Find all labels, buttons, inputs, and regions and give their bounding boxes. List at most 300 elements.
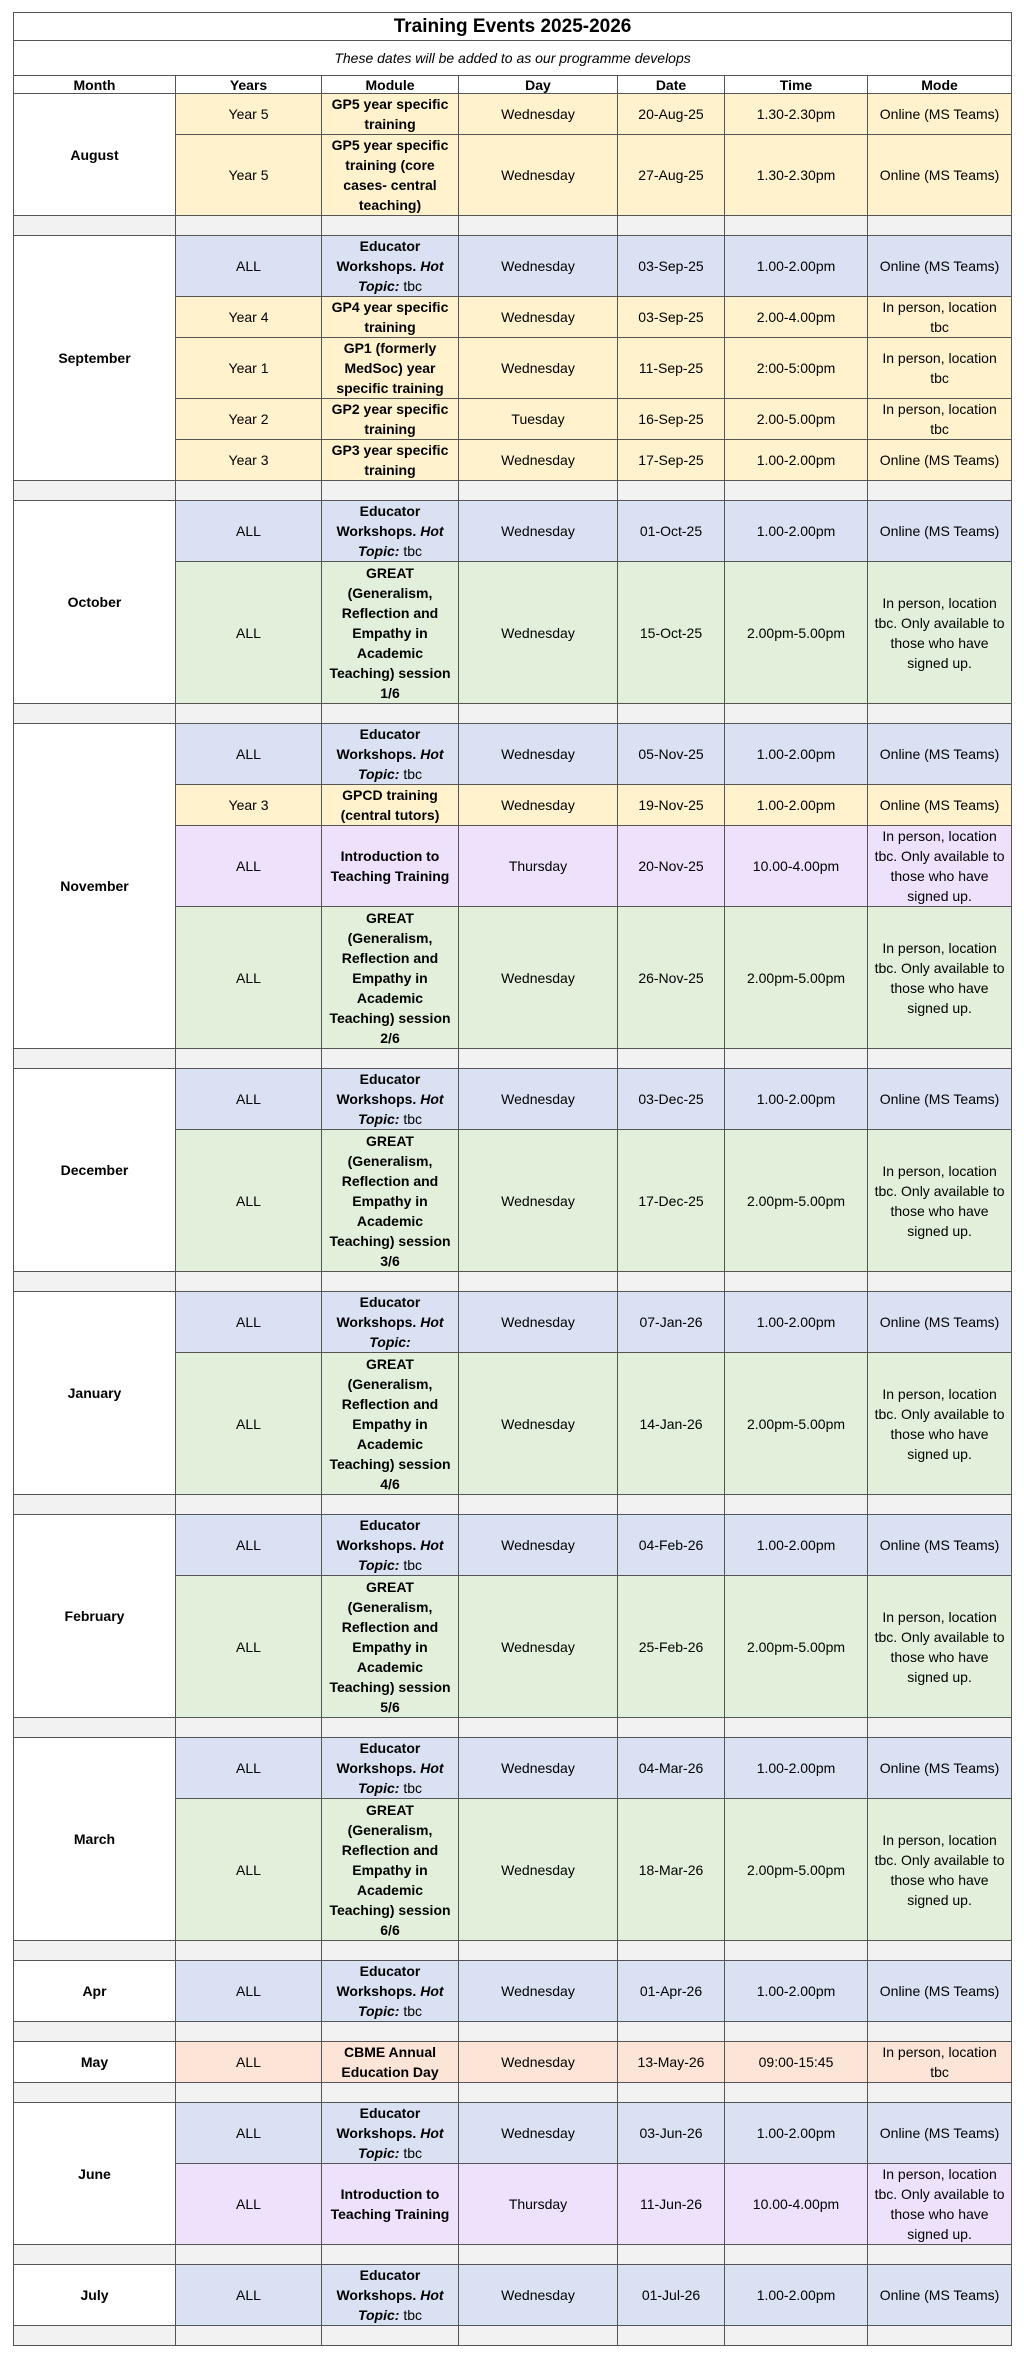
spacer-row — [14, 481, 1012, 501]
years-cell: ALL — [176, 724, 322, 785]
module-cell — [322, 1292, 459, 1353]
mode-cell: Online (MS Teams) — [868, 1961, 1012, 2022]
module-cell — [322, 338, 459, 399]
years-cell: ALL — [176, 501, 322, 562]
years-cell: ALL — [176, 2042, 322, 2083]
time-cell: 1.00-2.00pm — [725, 724, 868, 785]
module-label: GREAT (Generalism, Reflection and Empathy in Academic Teaching) session 3/6 — [329, 1132, 451, 1269]
mode-cell: Online (MS Teams) — [868, 724, 1012, 785]
spacer-cell — [618, 2083, 725, 2103]
mode-cell: Online (MS Teams) — [868, 785, 1012, 826]
day-cell: Wednesday — [459, 1738, 618, 1799]
spacer-cell — [868, 1718, 1012, 1738]
years-cell: ALL — [176, 562, 322, 704]
spacer-cell — [14, 1718, 176, 1738]
years-cell: ALL — [176, 1069, 322, 1130]
spacer-cell — [176, 1049, 322, 1069]
module-cell — [322, 1576, 459, 1718]
date-cell: 03-Dec-25 — [618, 1069, 725, 1130]
day-cell: Wednesday — [459, 236, 618, 297]
module-cell — [322, 135, 459, 216]
mode-cell: Online (MS Teams) — [868, 2265, 1012, 2326]
spacer-cell — [459, 704, 618, 724]
month-cell: June — [14, 2103, 176, 2245]
time-cell: 2.00-5.00pm — [725, 399, 868, 440]
time-cell: 10.00-4.00pm — [725, 2164, 868, 2245]
spacer-cell — [725, 1495, 868, 1515]
spacer-row — [14, 216, 1012, 236]
spacer-cell — [459, 1718, 618, 1738]
module-label: GP3 year specific training — [331, 442, 449, 478]
spacer-cell — [176, 1941, 322, 1961]
module-cell — [322, 785, 459, 826]
spacer-row — [14, 2083, 1012, 2103]
mode-cell: Online (MS Teams) — [868, 2103, 1012, 2164]
day-cell: Wednesday — [459, 562, 618, 704]
module-label: Educator Workshops. — [336, 1740, 421, 1776]
module-cell — [322, 1130, 459, 1272]
spacer-cell — [14, 2083, 176, 2103]
years-cell: ALL — [176, 1576, 322, 1718]
years-cell: ALL — [176, 2103, 322, 2164]
hot-topic-value: tbc — [403, 1557, 423, 1573]
day-cell: Wednesday — [459, 1799, 618, 1941]
module-cell — [322, 297, 459, 338]
date-cell: 27-Aug-25 — [618, 135, 725, 216]
spacer-cell — [14, 2245, 176, 2265]
day-cell: Wednesday — [459, 338, 618, 399]
mode-cell: Online (MS Teams) — [868, 94, 1012, 135]
time-cell: 2.00pm-5.00pm — [725, 1576, 868, 1718]
spacer-row — [14, 1941, 1012, 1961]
spacer-cell — [868, 216, 1012, 236]
years-cell: Year 2 — [176, 399, 322, 440]
table-row — [14, 2042, 1012, 2083]
years-cell: Year 3 — [176, 785, 322, 826]
time-cell: 1.00-2.00pm — [725, 1069, 868, 1130]
day-cell: Wednesday — [459, 2103, 618, 2164]
module-cell — [322, 826, 459, 907]
hot-topic-value: tbc — [403, 2003, 423, 2019]
date-cell: 01-Oct-25 — [618, 501, 725, 562]
module-cell — [322, 236, 459, 297]
years-cell: ALL — [176, 1738, 322, 1799]
time-cell: 1.30-2.30pm — [725, 135, 868, 216]
years-cell: ALL — [176, 1292, 322, 1353]
module-label: GREAT (Generalism, Reflection and Empathy in Academic Teaching) session 4/6 — [329, 1355, 451, 1492]
spacer-cell — [459, 216, 618, 236]
spacer-cell — [618, 2022, 725, 2042]
module-cell — [322, 1799, 459, 1941]
spacer-cell — [176, 216, 322, 236]
hot-topic-label: Hot Topic: — [357, 1760, 444, 1796]
module-cell — [322, 2265, 459, 2326]
date-cell: 04-Mar-26 — [618, 1738, 725, 1799]
month-cell: Apr — [14, 1961, 176, 2022]
hot-topic-value: tbc — [403, 2145, 423, 2161]
time-cell: 2.00pm-5.00pm — [725, 562, 868, 704]
spacer-cell — [176, 2245, 322, 2265]
hot-topic-label: Hot Topic: — [357, 2287, 444, 2323]
years-cell: ALL — [176, 2164, 322, 2245]
spacer-cell — [868, 1941, 1012, 1961]
spacer-cell — [14, 2022, 176, 2042]
spacer-cell — [322, 2022, 459, 2042]
spacer-cell — [322, 1495, 459, 1515]
years-cell: ALL — [176, 1130, 322, 1272]
years-cell: ALL — [176, 907, 322, 1049]
module-cell — [322, 399, 459, 440]
mode-cell: In person, location tbc. Only available to those who have signed up. — [868, 1799, 1012, 1941]
day-cell: Thursday — [459, 2164, 618, 2245]
date-cell: 04-Feb-26 — [618, 1515, 725, 1576]
spacer-cell — [725, 2083, 868, 2103]
day-cell: Wednesday — [459, 501, 618, 562]
module-cell — [322, 1069, 459, 1130]
hot-topic-value: tbc — [403, 2307, 423, 2323]
years-cell: ALL — [176, 1353, 322, 1495]
training-events-table-wrapper — [13, 12, 1011, 2346]
hot-topic-value: tbc — [403, 766, 423, 782]
spacer-cell — [176, 1495, 322, 1515]
time-cell: 2:00-5:00pm — [725, 338, 868, 399]
spacer-row — [14, 1272, 1012, 1292]
time-cell: 2.00-4.00pm — [725, 297, 868, 338]
module-label: Educator Workshops. — [336, 1071, 421, 1107]
spacer-cell — [14, 216, 176, 236]
years-cell: ALL — [176, 2265, 322, 2326]
years-cell: Year 4 — [176, 297, 322, 338]
years-cell: ALL — [176, 1799, 322, 1941]
header-row — [14, 76, 1012, 94]
spacer-cell — [176, 2326, 322, 2346]
date-cell: 19-Nov-25 — [618, 785, 725, 826]
date-cell: 03-Sep-25 — [618, 297, 725, 338]
module-label: GP2 year specific training — [331, 401, 449, 437]
day-cell: Wednesday — [459, 1069, 618, 1130]
mode-cell: In person, location tbc — [868, 2042, 1012, 2083]
module-label: Introduction to Teaching Training — [330, 2186, 450, 2222]
spacer-cell — [176, 481, 322, 501]
spacer-cell — [176, 2022, 322, 2042]
date-cell: 15-Oct-25 — [618, 562, 725, 704]
years-cell: Year 1 — [176, 338, 322, 399]
module-label: Educator Workshops. — [336, 1963, 421, 1999]
spacer-cell — [459, 1941, 618, 1961]
module-cell — [322, 94, 459, 135]
table-row — [14, 236, 1012, 297]
time-cell: 2.00pm-5.00pm — [725, 1799, 868, 1941]
spacer-row — [14, 1718, 1012, 1738]
time-cell: 1.30-2.30pm — [725, 94, 868, 135]
hot-topic-value: tbc — [403, 278, 423, 294]
spacer-cell — [322, 1272, 459, 1292]
day-cell: Wednesday — [459, 1576, 618, 1718]
spacer-cell — [14, 481, 176, 501]
spacer-cell — [725, 216, 868, 236]
hot-topic-label: Hot Topic: — [369, 1314, 444, 1350]
time-cell: 1.00-2.00pm — [725, 440, 868, 481]
spacer-cell — [322, 2245, 459, 2265]
spacer-cell — [459, 481, 618, 501]
hot-topic-label: Hot Topic: — [357, 2125, 444, 2161]
spacer-cell — [725, 1049, 868, 1069]
table-row — [14, 94, 1012, 135]
day-cell: Wednesday — [459, 2265, 618, 2326]
day-cell: Wednesday — [459, 1353, 618, 1495]
spacer-cell — [868, 1049, 1012, 1069]
spacer-cell — [459, 2326, 618, 2346]
spacer-cell — [322, 2083, 459, 2103]
hot-topic-label: Hot Topic: — [357, 258, 444, 294]
month-cell: July — [14, 2265, 176, 2326]
mode-cell: Online (MS Teams) — [868, 1069, 1012, 1130]
mode-cell: Online (MS Teams) — [868, 1292, 1012, 1353]
spacer-row — [14, 1495, 1012, 1515]
years-cell: Year 3 — [176, 440, 322, 481]
mode-cell: Online (MS Teams) — [868, 236, 1012, 297]
date-cell: 05-Nov-25 — [618, 724, 725, 785]
years-cell: Year 5 — [176, 94, 322, 135]
module-label: Educator Workshops. — [336, 2105, 421, 2141]
years-cell: ALL — [176, 1961, 322, 2022]
date-cell: 17-Dec-25 — [618, 1130, 725, 1272]
module-label: CBME Annual Education Day — [341, 2044, 439, 2080]
table-row — [14, 2103, 1012, 2164]
spacer-cell — [459, 1495, 618, 1515]
date-cell: 25-Feb-26 — [618, 1576, 725, 1718]
time-cell: 2.00pm-5.00pm — [725, 1130, 868, 1272]
module-label: Educator Workshops. — [336, 238, 421, 274]
module-label: GREAT (Generalism, Reflection and Empathy in Academic Teaching) session 5/6 — [329, 1578, 451, 1715]
module-cell — [322, 1961, 459, 2022]
spacer-cell — [618, 1941, 725, 1961]
date-cell: 01-Apr-26 — [618, 1961, 725, 2022]
module-label: GP1 (formerly MedSoc) year specific training — [336, 340, 444, 396]
spacer-cell — [725, 2326, 868, 2346]
spacer-cell — [322, 216, 459, 236]
hot-topic-value: tbc — [403, 1111, 423, 1127]
spacer-row — [14, 2022, 1012, 2042]
date-cell: 16-Sep-25 — [618, 399, 725, 440]
module-label: Educator Workshops. — [336, 503, 421, 539]
hot-topic-label: Hot Topic: — [357, 1091, 444, 1127]
day-cell: Wednesday — [459, 94, 618, 135]
spacer-cell — [618, 481, 725, 501]
spacer-cell — [459, 2083, 618, 2103]
time-cell: 2.00pm-5.00pm — [725, 907, 868, 1049]
spacer-cell — [459, 2022, 618, 2042]
date-cell: 03-Sep-25 — [618, 236, 725, 297]
date-cell: 01-Jul-26 — [618, 2265, 725, 2326]
spacer-cell — [176, 1272, 322, 1292]
spacer-cell — [725, 2245, 868, 2265]
month-cell: January — [14, 1292, 176, 1495]
spacer-cell — [322, 704, 459, 724]
time-cell: 1.00-2.00pm — [725, 2103, 868, 2164]
module-cell — [322, 2164, 459, 2245]
spacer-cell — [14, 1049, 176, 1069]
header-mode: Mode — [868, 76, 1012, 94]
module-label: Educator Workshops. — [336, 1294, 421, 1330]
spacer-cell — [618, 704, 725, 724]
module-label: GP5 year specific training (core cases- central teaching) — [331, 137, 449, 213]
hot-topic-label: Hot Topic: — [357, 1983, 444, 2019]
module-label: GREAT (Generalism, Reflection and Empathy in Academic Teaching) session 2/6 — [329, 909, 451, 1046]
hot-topic-value: tbc — [403, 1780, 423, 1796]
day-cell: Wednesday — [459, 297, 618, 338]
date-cell: 26-Nov-25 — [618, 907, 725, 1049]
years-cell: ALL — [176, 1515, 322, 1576]
module-cell — [322, 562, 459, 704]
spacer-cell — [868, 704, 1012, 724]
header-module: Module — [322, 76, 459, 94]
spacer-cell — [618, 1049, 725, 1069]
time-cell: 1.00-2.00pm — [725, 1961, 868, 2022]
spacer-cell — [322, 1941, 459, 1961]
time-cell: 1.00-2.00pm — [725, 1292, 868, 1353]
time-cell: 1.00-2.00pm — [725, 1515, 868, 1576]
header-years: Years — [176, 76, 322, 94]
mode-cell: Online (MS Teams) — [868, 1738, 1012, 1799]
month-cell: September — [14, 236, 176, 481]
spacer-cell — [14, 704, 176, 724]
module-label: GREAT (Generalism, Reflection and Empathy in Academic Teaching) session 1/6 — [329, 564, 451, 701]
spacer-cell — [618, 2245, 725, 2265]
spacer-cell — [868, 1495, 1012, 1515]
module-cell — [322, 440, 459, 481]
table-subtitle: These dates will be added to as our programme develops — [14, 41, 1012, 76]
module-label: GP4 year specific training — [331, 299, 449, 335]
hot-topic-label: Hot Topic: — [357, 746, 444, 782]
mode-cell: In person, location tbc — [868, 297, 1012, 338]
training-events-table — [13, 12, 1012, 2346]
time-cell: 1.00-2.00pm — [725, 501, 868, 562]
spacer-cell — [322, 2326, 459, 2346]
mode-cell: In person, location tbc. Only available to those who have signed up. — [868, 1130, 1012, 1272]
module-cell — [322, 1738, 459, 1799]
day-cell: Tuesday — [459, 399, 618, 440]
hot-topic-value: tbc — [403, 543, 423, 559]
time-cell: 10.00-4.00pm — [725, 826, 868, 907]
spacer-cell — [725, 1272, 868, 1292]
header-date: Date — [618, 76, 725, 94]
spacer-cell — [618, 1718, 725, 1738]
spacer-cell — [322, 1718, 459, 1738]
table-row — [14, 1961, 1012, 2022]
mode-cell: In person, location tbc. Only available to those who have signed up. — [868, 2164, 1012, 2245]
spacer-cell — [868, 2245, 1012, 2265]
time-cell: 1.00-2.00pm — [725, 785, 868, 826]
spacer-row — [14, 2245, 1012, 2265]
day-cell: Wednesday — [459, 2042, 618, 2083]
module-label: Educator Workshops. — [336, 2267, 421, 2303]
spacer-cell — [322, 481, 459, 501]
spacer-cell — [459, 1272, 618, 1292]
table-row — [14, 1069, 1012, 1130]
spacer-cell — [868, 481, 1012, 501]
module-cell — [322, 907, 459, 1049]
date-cell: 17-Sep-25 — [618, 440, 725, 481]
day-cell: Wednesday — [459, 1130, 618, 1272]
module-label: GP5 year specific training — [331, 96, 449, 132]
table-row — [14, 1292, 1012, 1353]
spacer-cell — [725, 704, 868, 724]
spacer-cell — [725, 2022, 868, 2042]
spacer-cell — [618, 216, 725, 236]
module-cell — [322, 1515, 459, 1576]
header-day: Day — [459, 76, 618, 94]
mode-cell: In person, location tbc. Only available to those who have signed up. — [868, 562, 1012, 704]
mode-cell: In person, location tbc. Only available to those who have signed up. — [868, 907, 1012, 1049]
years-cell: Year 5 — [176, 135, 322, 216]
date-cell: 20-Nov-25 — [618, 826, 725, 907]
month-cell: May — [14, 2042, 176, 2083]
mode-cell: In person, location tbc. Only available to those who have signed up. — [868, 826, 1012, 907]
spacer-cell — [868, 1272, 1012, 1292]
table-row — [14, 1738, 1012, 1799]
spacer-cell — [14, 1495, 176, 1515]
mode-cell: In person, location tbc — [868, 338, 1012, 399]
spacer-cell — [868, 2326, 1012, 2346]
month-cell: August — [14, 94, 176, 216]
spacer-cell — [725, 1941, 868, 1961]
day-cell: Wednesday — [459, 724, 618, 785]
day-cell: Wednesday — [459, 440, 618, 481]
date-cell: 11-Sep-25 — [618, 338, 725, 399]
module-cell — [322, 1353, 459, 1495]
month-cell: December — [14, 1069, 176, 1272]
spacer-cell — [618, 2326, 725, 2346]
time-cell: 09:00-15:45 — [725, 2042, 868, 2083]
month-cell: March — [14, 1738, 176, 1941]
mode-cell: In person, location tbc. Only available to those who have signed up. — [868, 1353, 1012, 1495]
spacer-cell — [176, 704, 322, 724]
table-body — [14, 94, 1012, 2346]
date-cell: 03-Jun-26 — [618, 2103, 725, 2164]
spacer-cell — [14, 1272, 176, 1292]
month-cell: October — [14, 501, 176, 704]
spacer-cell — [14, 2326, 176, 2346]
spacer-cell — [868, 2083, 1012, 2103]
day-cell: Wednesday — [459, 1292, 618, 1353]
date-cell: 20-Aug-25 — [618, 94, 725, 135]
table-row — [14, 724, 1012, 785]
hot-topic-label: Hot Topic: — [357, 1537, 444, 1573]
module-cell — [322, 2042, 459, 2083]
spacer-cell — [14, 1941, 176, 1961]
time-cell: 2.00pm-5.00pm — [725, 1353, 868, 1495]
module-label: Introduction to Teaching Training — [330, 848, 450, 884]
header-month: Month — [14, 76, 176, 94]
table-row — [14, 2265, 1012, 2326]
module-cell — [322, 724, 459, 785]
hot-topic-label: Hot Topic: — [357, 523, 444, 559]
spacer-cell — [618, 1495, 725, 1515]
month-cell: February — [14, 1515, 176, 1718]
table-row — [14, 501, 1012, 562]
mode-cell: Online (MS Teams) — [868, 135, 1012, 216]
spacer-cell — [322, 1049, 459, 1069]
header-time: Time — [725, 76, 868, 94]
table-row — [14, 1515, 1012, 1576]
date-cell: 11-Jun-26 — [618, 2164, 725, 2245]
spacer-cell — [725, 1718, 868, 1738]
module-label: GREAT (Generalism, Reflection and Empathy in Academic Teaching) session 6/6 — [329, 1801, 451, 1938]
mode-cell: Online (MS Teams) — [868, 501, 1012, 562]
date-cell: 07-Jan-26 — [618, 1292, 725, 1353]
module-label: Educator Workshops. — [336, 1517, 421, 1553]
